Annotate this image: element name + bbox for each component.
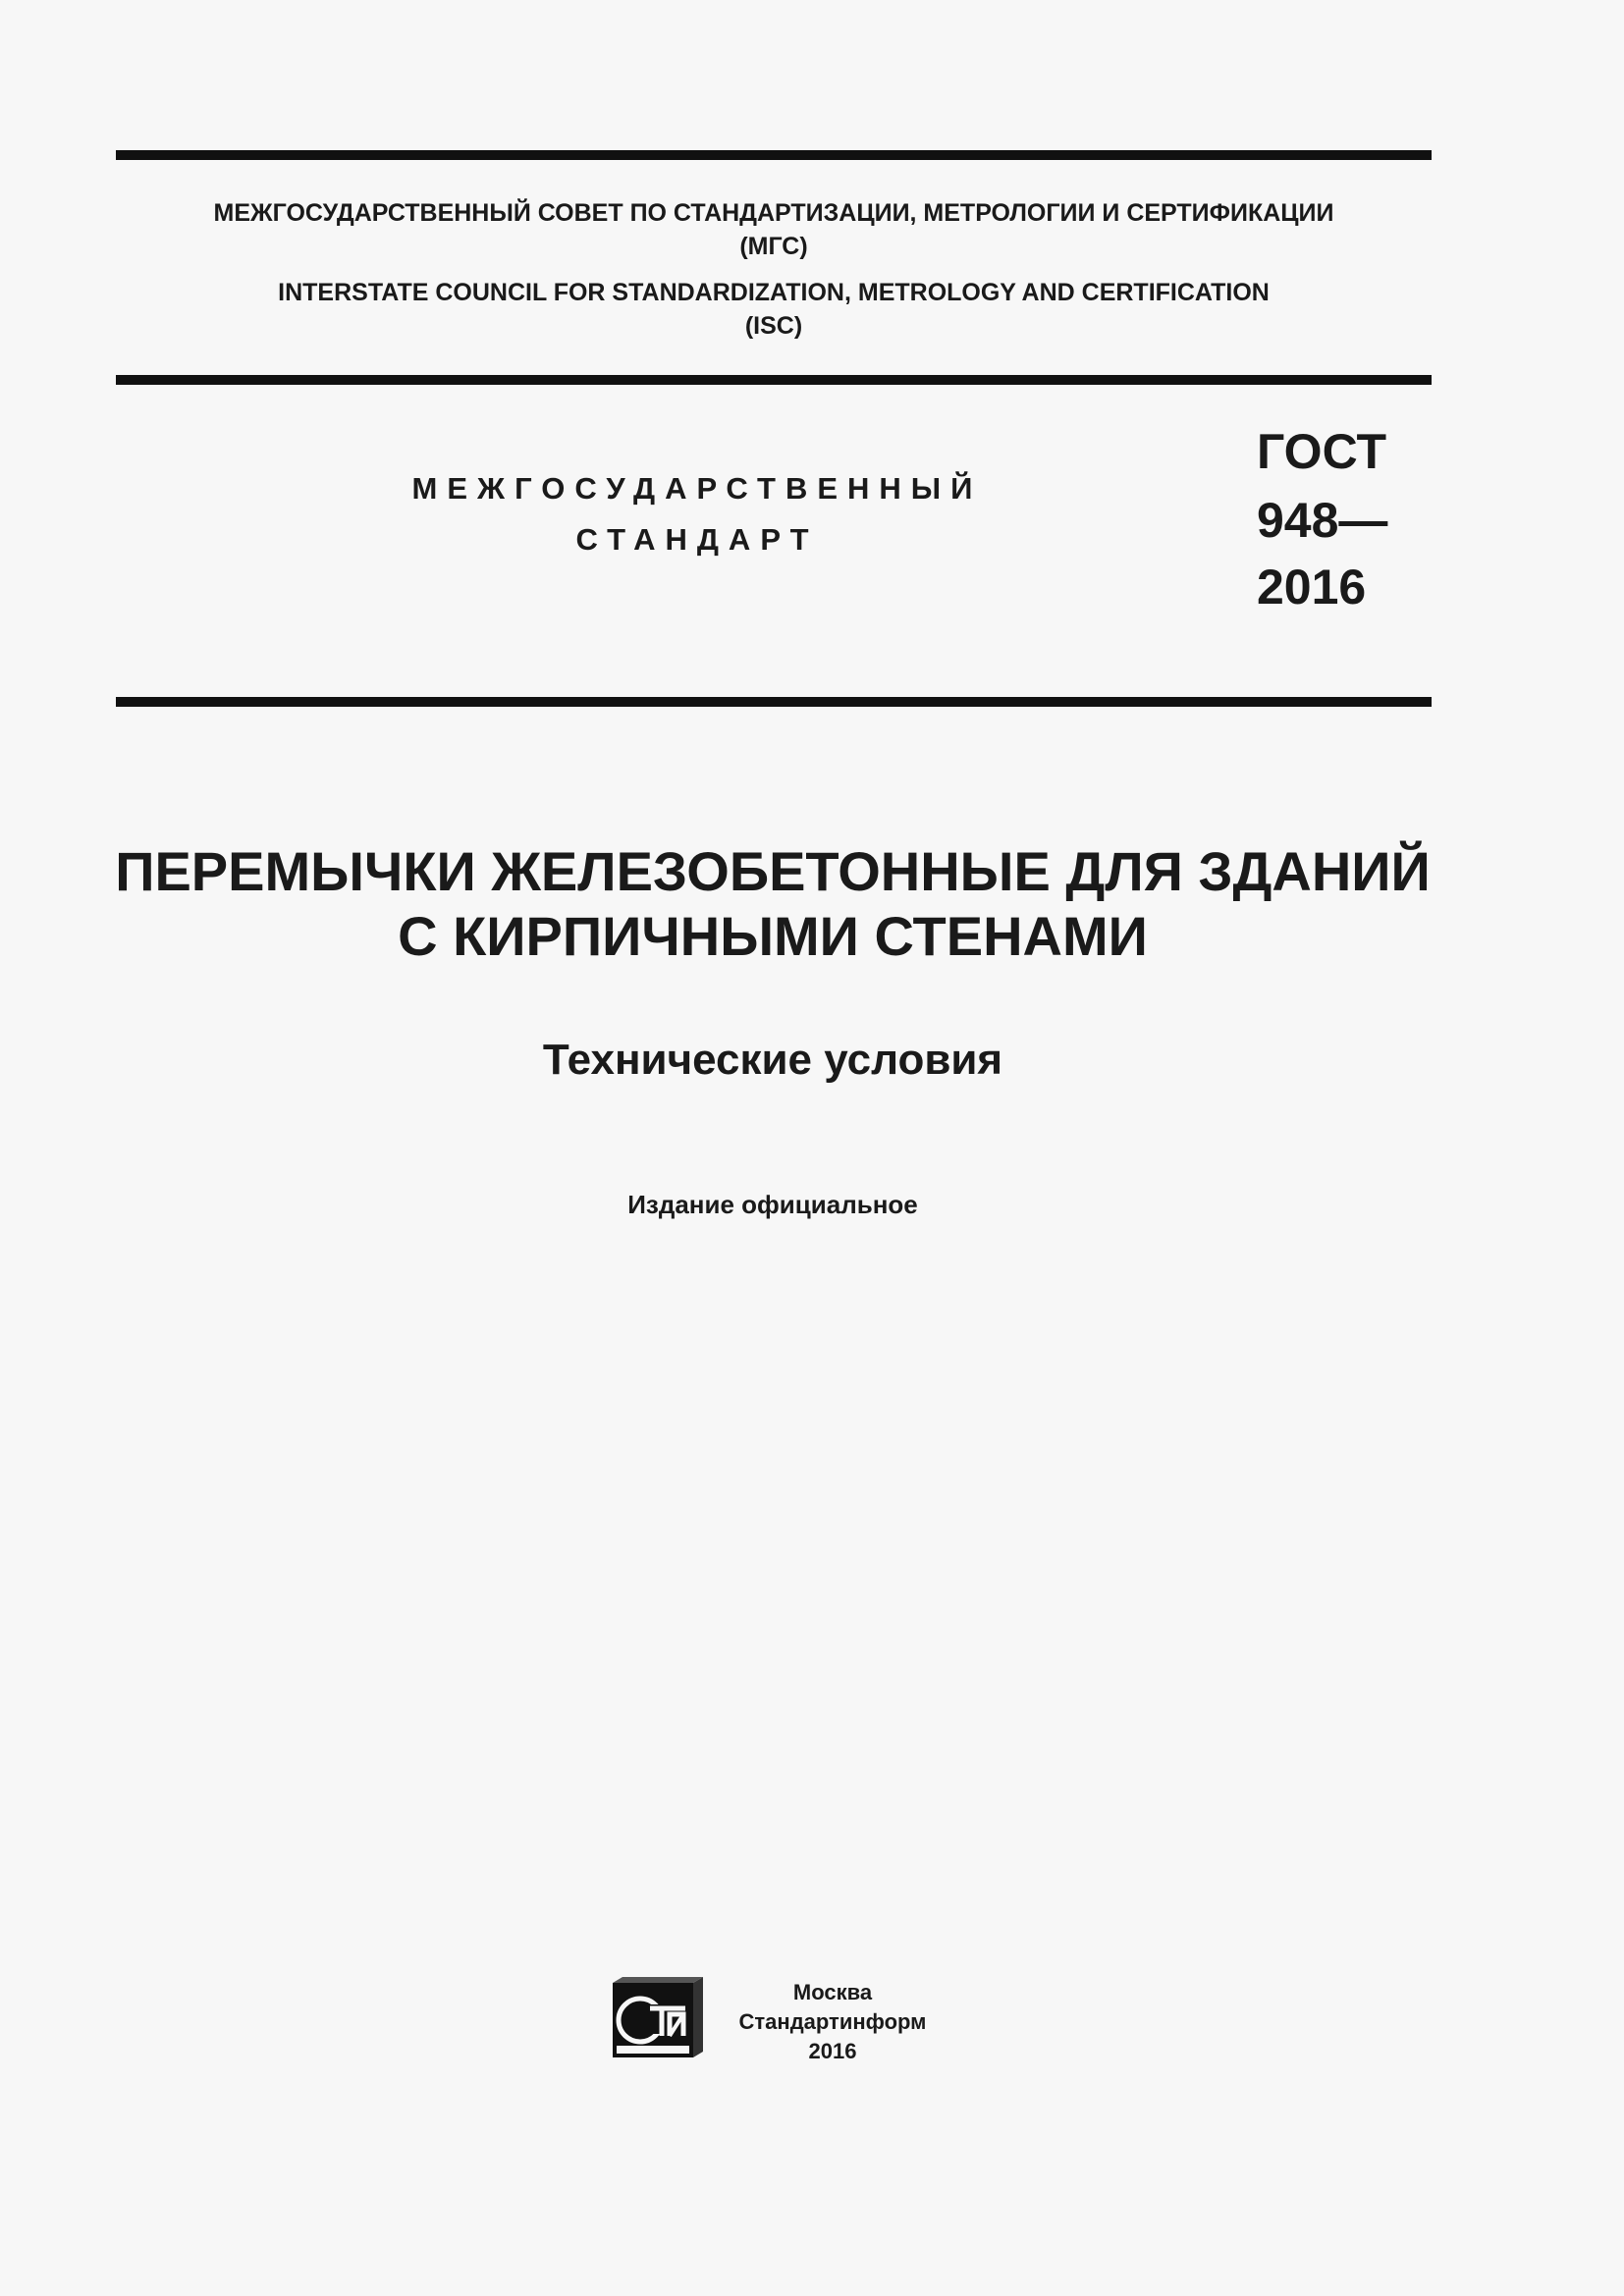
council-abbrev-en: (ISC) (744, 312, 803, 340)
council-name-ru-line1: МЕЖГОСУДАРСТВЕННЫЙ СОВЕТ ПО СТАНДАРТИЗАЦИИ, МЕТРОЛОГИИ И СЕРТИФИКАЦИИ (213, 199, 1334, 227)
council-name-en-line1: INTERSTATE COUNCIL FOR STANDARDIZATION, METROLOGY AND CERTIFICATION (278, 279, 1270, 306)
standard-type-line1: МЕЖГОСУДАРСТВЕННЫЙ (411, 471, 983, 506)
sti-publisher-logo-icon (611, 1975, 705, 2061)
header-bottom-rule (116, 375, 1432, 385)
document-subtitle: Технические условия (542, 1036, 1003, 1084)
gost-number: 948— (1257, 493, 1388, 548)
document-title-line1: ПЕРЕМЫЧКИ ЖЕЛЕЗОБЕТОННЫЕ ДЛЯ ЗДАНИЙ (115, 840, 1431, 902)
publisher-imprint (715, 1978, 950, 2066)
document-title-line2: С КИРПИЧНЫМИ СТЕНАМИ (398, 905, 1148, 967)
publisher-name: Стандартинформ (738, 2009, 927, 2034)
council-name-en (116, 276, 1432, 343)
designation-bottom-rule (116, 697, 1432, 707)
gost-year: 2016 (1257, 560, 1367, 614)
standard-type-line2: СТАНДАРТ (575, 522, 819, 557)
top-rule (116, 150, 1432, 160)
council-abbrev-ru: (МГС) (739, 233, 808, 260)
edition-note: Издание официальное (627, 1190, 918, 1219)
gost-label: ГОСТ (1257, 424, 1386, 479)
council-name-ru (116, 196, 1432, 263)
publication-year: 2016 (808, 2039, 857, 2063)
publisher-city: Москва (792, 1980, 873, 2004)
